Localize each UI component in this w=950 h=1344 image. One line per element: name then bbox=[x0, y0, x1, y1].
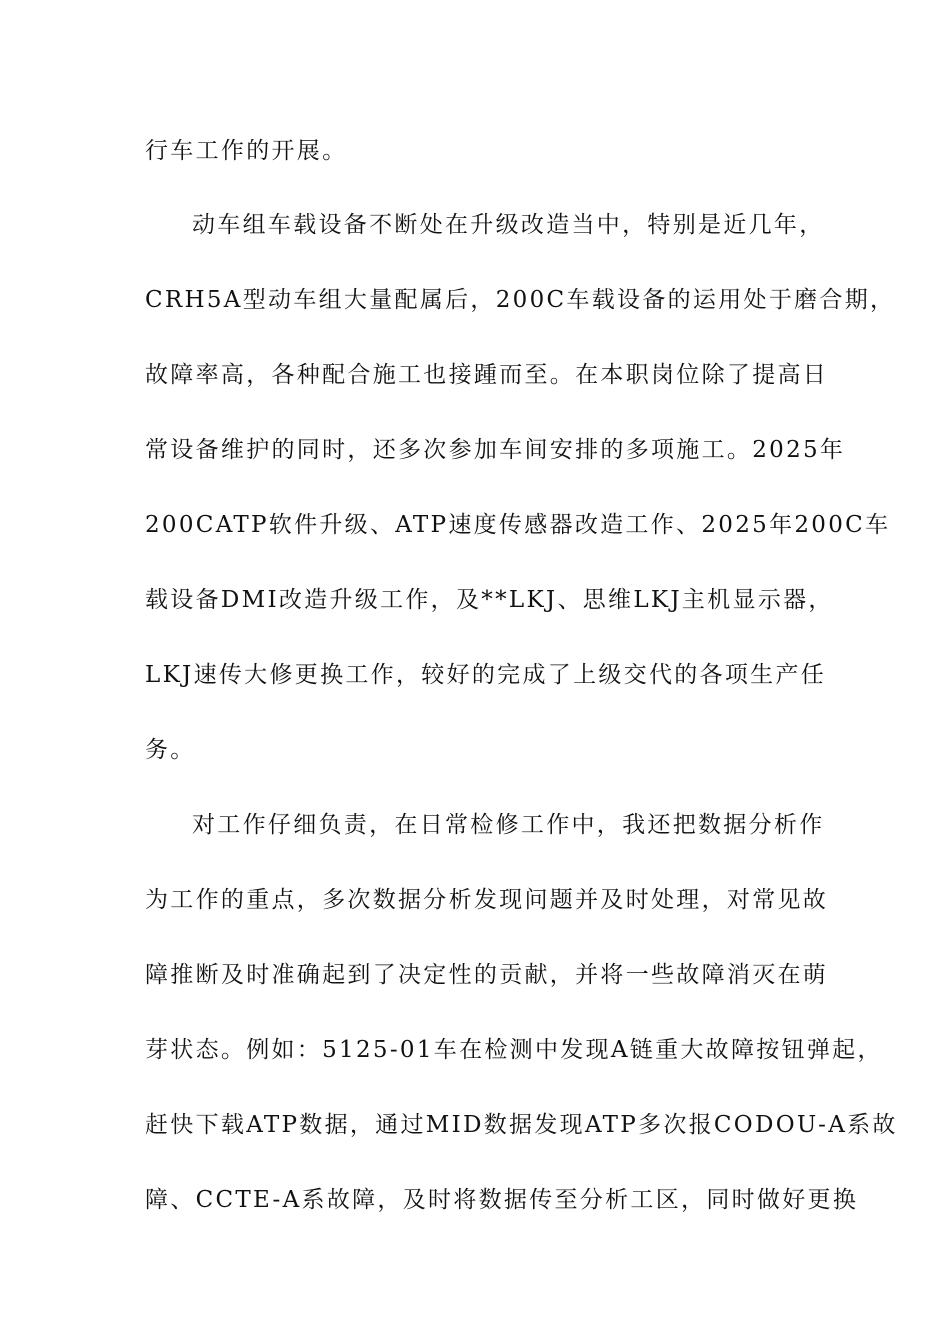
paragraph-start-line: 动车组车载设备不断处在升级改造当中，特别是近几年， bbox=[192, 212, 825, 238]
text-line: 为工作的重点，多次数据分析发现问题并及时处理，对常见故 bbox=[145, 887, 829, 913]
text-line: CRH5A型动车组大量配属后，200C车载设备的运用处于磨合期， bbox=[145, 287, 896, 313]
text-line: 行车工作的开展。 bbox=[145, 138, 348, 164]
text-line: 200CATP软件升级、ATP速度传感器改造工作、2025年200C车 bbox=[145, 512, 891, 538]
text-line: 障、CCTE-A系故障，及时将数据传至分析工区，同时做好更换 bbox=[145, 1187, 859, 1213]
text-line: 常设备维护的同时，还多次参加车间安排的多项施工。2025年 bbox=[145, 437, 846, 463]
text-line: 障推断及时准确起到了决定性的贡献，并将一些故障消灭在萌 bbox=[145, 962, 829, 988]
paragraph-start-line: 对工作仔细负责，在日常检修工作中，我还把数据分析作 bbox=[192, 812, 825, 838]
text-line: 芽状态。例如：5125-01车在检测中发现A链重大故障按钮弹起， bbox=[145, 1037, 883, 1063]
text-line: 赶快下载ATP数据，通过MID数据发现ATP多次报CODOU-A系故 bbox=[145, 1112, 898, 1138]
text-line: 故障率高，各种配合施工也接踵而至。在本职岗位除了提高日 bbox=[145, 362, 829, 388]
text-line: LKJ速传大修更换工作，较好的完成了上级交代的各项生产任 bbox=[145, 662, 827, 688]
text-line: 载设备DMI改造升级工作，及**LKJ、思维LKJ主机显示器， bbox=[145, 587, 834, 613]
text-line: 务。 bbox=[145, 737, 196, 763]
